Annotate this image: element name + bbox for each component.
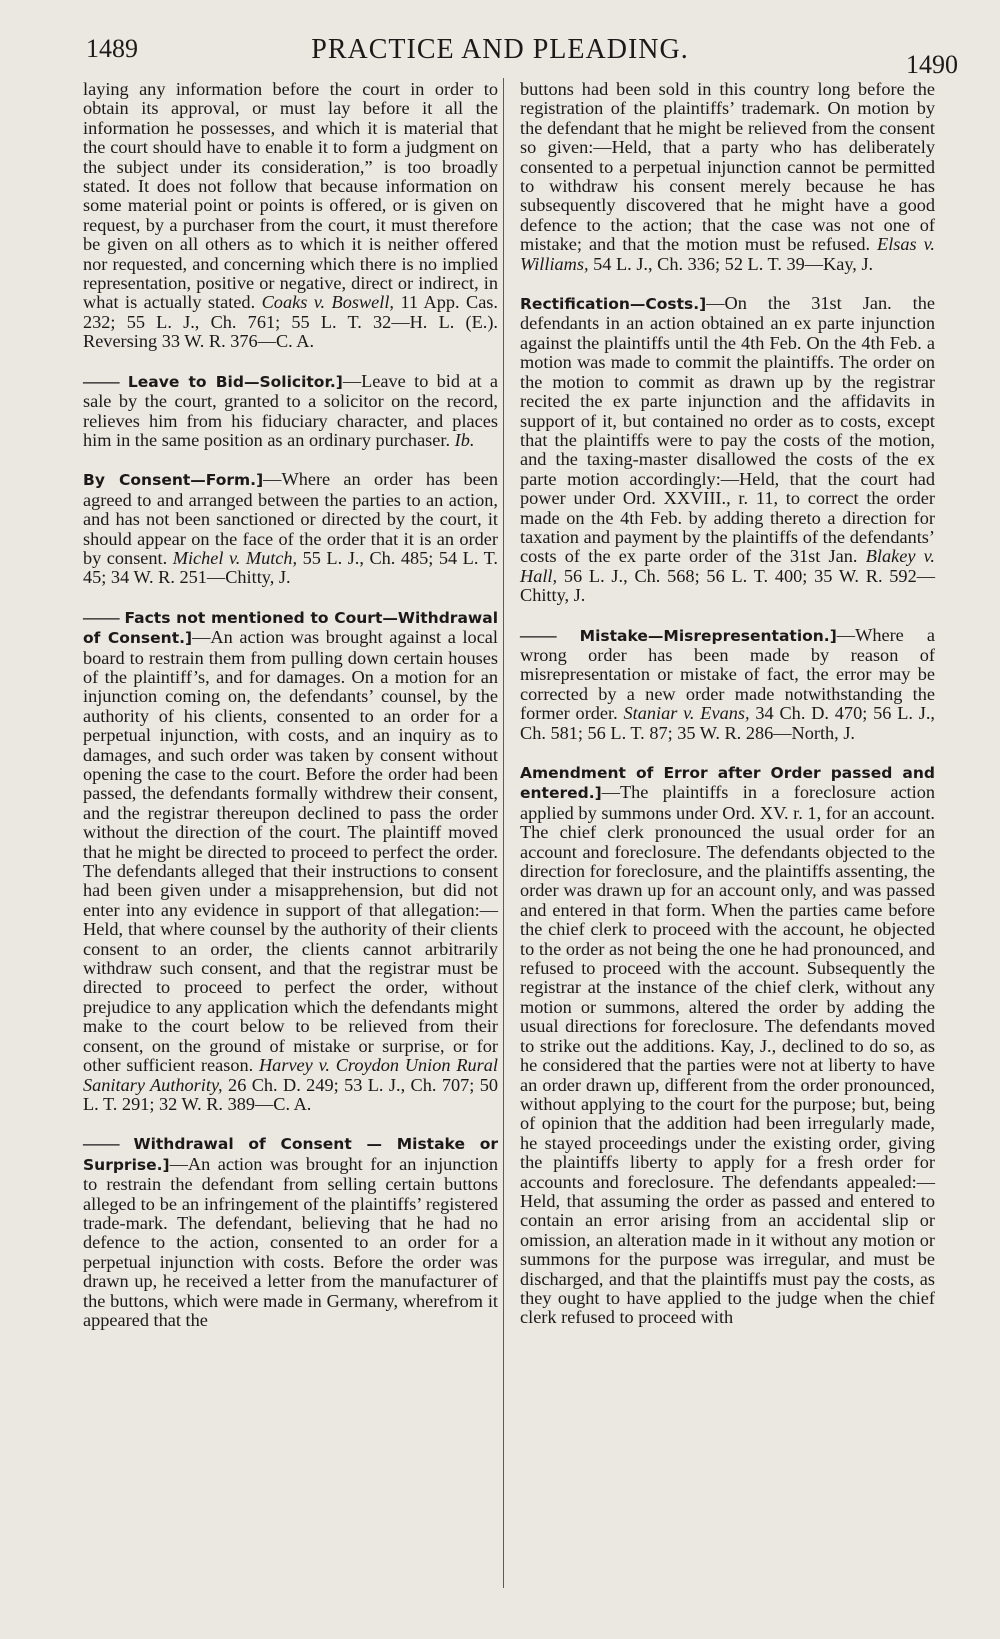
continuation-dash: —— — [520, 624, 557, 645]
continuation-dash: —— — [83, 1133, 120, 1154]
paragraph — [83, 372, 498, 451]
paragraph — [83, 470, 498, 587]
paragraph — [83, 1134, 498, 1330]
paragraph — [520, 294, 935, 606]
case-name: Michel v. Mutch, — [172, 547, 298, 568]
case-name: Blakey v. Hall, — [520, 546, 935, 586]
paragraph-text: buttons had been sold in this country long before the registration of the plaintiffs’ trademark. On motion by the defendant that he might be relieved from the consent so given:—Held, that a party who has deliberately consented to a perpetual injunction cannot be permitted to withdraw his consent merely because he has subsequently discovered that he might have a good defence to the action; that the case was not one of mistake; and that the motion must be refused. — [520, 79, 935, 255]
paragraph-text: —Leave to bid at a sale by the court, granted to a solicitor on the record, relieves him from his fiduciary character, and places him in the same position as an ordinary purchaser. — [83, 370, 498, 450]
entry-heading: Rectification—Costs.] — [520, 295, 707, 314]
continuation-dash: —— — [83, 606, 120, 627]
citation: 54 L. J., Ch. 336; 52 L. T. 39—Kay, J. — [593, 253, 874, 274]
citation: 34 Ch. D. 470; 56 L. J., Ch. 581; 56 L. T. 87; 35 W. R. 286—North, J. — [520, 703, 936, 743]
paragraph-text: —The plaintiffs in a foreclosure action applied by summons under Ord. XV. r. 1, for an account. The chief clerk pronounced the usual order for an account and foreclosure. The defendants objected to the direction for foreclosure, and the plaintiffs assenting, the order was drawn up for an account only, and was passed and entered in that form. When the parties came before the chief clerk to proceed with the account, he objected to the order as not being the one he had pronounced, and refused to proceed with the account. Subsequently the registrar at the instance of the chief clerk, without any motion or summons, altered the order by adding the usual directions for foreclosure. The defendants moved to strike out the additions. Kay, J., declined to do so, as he considered that the parties were not at liberty to have an order drawn up, different from the order pronounced, without applying to the court for the purpose; but, being of opinion that the addition had been irregularly made, he stayed proceedings under the existing order, giving the plaintiffs liberty to apply for a fresh order for accounts and foreclosure. The defendants appealed:—Held, that assuming the order as passed and entered to contain an error arising from an accidental slip or omission, an alteration made in it without any motion or summons for the purpose was irregular, and must be discharged, and that the plaintiffs must pay the costs, as they ought to have applied to the judge when the chief clerk refused to proceed with — [520, 782, 935, 1328]
paragraph-text: laying any information before the court in order to obtain its approval, or must lay before it all the information he possesses, and which it is material that the court should have to enable it to form a judgment on the subject under its consideration,” is too broadly stated. It does not follow that because information on some material point or points is offered, or is given on request, by a purchaser from the court, it must therefore be given on all others as to which it is neither offered nor requested, and concerning which there is no implied representation, positive or negative, direct or indirect, in what is actually stated. — [83, 79, 498, 313]
paragraph-text: —An action was brought against a local board to restrain them from pulling down certain houses of the plaintiff’s, and for damages. On a motion for an injunction coming on, the defendants’ counsel, by the authority of his clients, consented to an order for a perpetual injunction, with costs, and an inquiry as to damages, and such order was taken by consent without opening the case to the court. Before the order had been passed, the defendants formally withdrew their consent, and the registrar thereupon declined to pass the order without the direction of the court. The plaintiff moved that he might be directed to proceed to perfect the order. The defendants alleged that their instructions to consent had been given under a misapprehension, but did not enter into any evidence in support of that allegation:—Held, that where counsel by the authority of their clients consent to an order, the clients cannot arbitrarily withdraw such consent, and that the registrar must be directed to proceed to perfect the order, without prejudice to any application which the defendants might make to the court below to be relieved from their consent, on the ground of mistake or surprise, or for other sufficient reason. — [83, 627, 498, 1076]
paragraph — [520, 763, 935, 1328]
running-title: PRACTICE AND PLEADING. — [311, 34, 689, 65]
case-name: Elsas v. Williams, — [520, 234, 935, 274]
left-column — [83, 80, 498, 1330]
paragraph — [520, 626, 935, 743]
page-number-right: 1490 — [906, 50, 958, 79]
right-column — [520, 80, 935, 1328]
case-name: Staniar v. Evans, — [623, 703, 750, 724]
paragraph-text: —An action was brought for an injunction to restrain the defendant from selling certain buttons alleged to be an infringement of the plaintiffs’ registered trade-mark. The defendant, believing that he had no defence to the action, consented to an order for a perpetual injunction with costs. Before the order was drawn up, he received a letter from the manufacturer of the buttons, which were made in Germany, wherefrom it appeared that the — [83, 1153, 498, 1330]
entry-heading: Facts not mentioned to Court—Withdrawal of Consent.] — [83, 608, 499, 648]
entry-heading: Withdrawal of Consent — Mistake or Surprise.] — [83, 1135, 498, 1174]
paragraph — [83, 608, 498, 1115]
citation: 26 Ch. D. 249; 53 L. J., Ch. 707; 50 L. T. 291; 32 W. R. 389—C. A. — [83, 1074, 499, 1114]
continuation-dash: —— — [83, 370, 120, 391]
entry-heading: Amendment of Error after Order passed and entered.] — [520, 764, 935, 803]
citation: 11 App. Cas. 232; 55 L. J., Ch. 761; 55 L. T. 32—H. L. (E.). Reversing 33 W. R. 376—C. A. — [83, 292, 498, 352]
page-number-left: 1489 — [86, 34, 138, 63]
paragraph-text: —Where a wrong order has been made by reason of misrepresentation or mistake of fact, the error may be corrected by a new order made notwithstanding the former order. — [520, 624, 935, 724]
citation: 56 L. J., Ch. 568; 56 L. T. 400; 35 W. R. 592—Chitty, J. — [520, 565, 935, 606]
case-name: Coaks v. Boswell, — [261, 292, 394, 313]
case-name: Ib. — [454, 429, 475, 450]
citation: 55 L. J., Ch. 485; 54 L. T. 45; 34 W. R. 251—Chitty, J. — [83, 547, 498, 588]
paragraph-text: —Where an order has been agreed to and arranged between the parties to an action, and has not been sanctioned or directed by the court, it should appear on the face of the order that it is an order by consent. — [83, 469, 498, 568]
entry-heading: Mistake—Misrepresentation.] — [579, 626, 837, 645]
case-name: Harvey v. Croydon Union Rural Sanitary Authority, — [83, 1055, 498, 1095]
entry-heading: By Consent—Form.] — [83, 471, 264, 490]
entry-heading: Leave to Bid—Solicitor.] — [127, 372, 343, 391]
paragraph — [83, 80, 498, 352]
paragraph — [520, 80, 935, 274]
paragraph-text: —On the 31st Jan. the defendants in an action obtained an ex parte injunction against the plaintiffs until the 4th Feb. On the 4th Feb. a motion was made to commit the plaintiffs. The order on the motion to commit as drawn up by the registrar recited the ex parte injunction and the affidavits in support of it, but contained no order as to costs, except that the plaintiffs were to pay the costs of the motion, and the taxing-master disallowed the costs of the ex parte motion accordingly:—Held, that the court had power under Ord. XXVIII., r. 11, to correct the order made on the 4th Feb. by adding thereto a direction for taxation and payment by the plaintiffs of the defendants’ costs of the ex parte order of the 31st Jan. — [520, 293, 935, 567]
column-divider — [503, 78, 504, 1588]
